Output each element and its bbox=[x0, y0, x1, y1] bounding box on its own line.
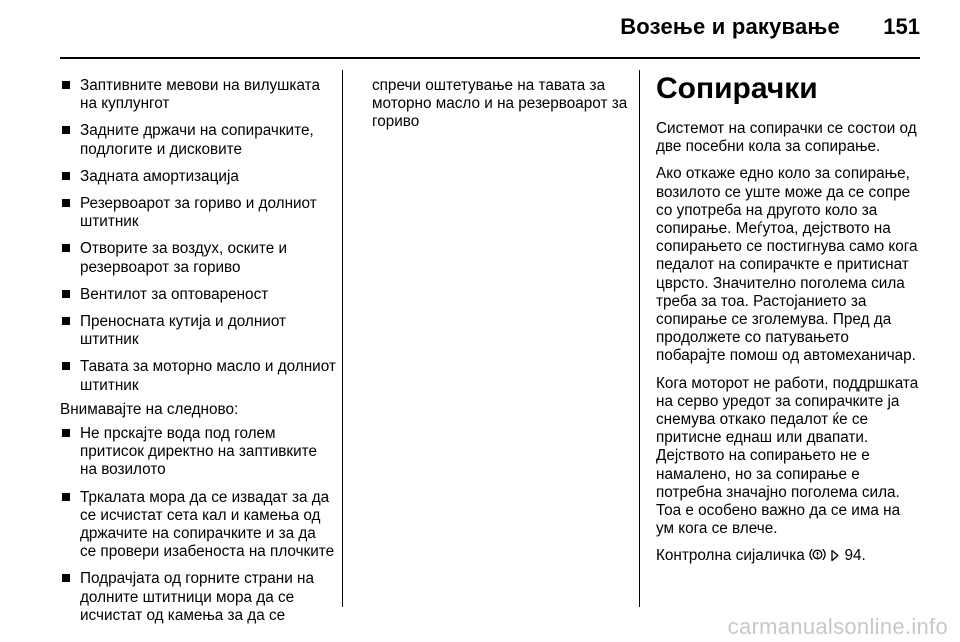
paragraph: Системот на сопирачки се состои од две посебни кола за сопирање. bbox=[656, 120, 917, 156]
bullet-icon bbox=[62, 172, 70, 180]
paragraph: Ако откаже едно коло за сопирање, возилото се уште може да се сопре со употреба на другото коло за сопирање. Меѓутоа, дејството на сопирањето се постигнува само кога педалот на сопирачкте е притиснат цврсто. Значително поголема сила треба за тоа. Растојанието за сопирање се зголемува. Пред да продолжете со патувањето побарајте помош од автомеханичар. bbox=[656, 165, 918, 365]
bullet-icon bbox=[62, 199, 70, 207]
note-intro: Внимавајте на следново: bbox=[60, 400, 239, 418]
bullet-icon bbox=[62, 244, 70, 252]
page-header bbox=[0, 14, 920, 54]
column-left bbox=[60, 77, 336, 634]
bullet-icon bbox=[62, 574, 70, 582]
section-heading: Сопирачки bbox=[656, 72, 818, 105]
bullet-icon bbox=[62, 362, 70, 370]
header-rule bbox=[60, 57, 920, 59]
reference-line bbox=[656, 547, 922, 567]
paragraph: Кога моторот не работи, поддршката на серво уредот за сопирачките ја снемува откако педалот ќе се притисне еднаш или двапати. Дејството на сопирањето не е намалено, но за сопирање е потребна значајно поголема сила. Тоа е особено важно да се има на ум кога се влече. bbox=[656, 374, 919, 538]
bullet-icon bbox=[62, 290, 70, 298]
list-item: Задната амортизација bbox=[60, 168, 336, 186]
list-item: Задните држачи на сопирачките, подлогите и дисковите bbox=[60, 122, 336, 158]
column-divider-1 bbox=[342, 70, 343, 607]
bullet-icon bbox=[62, 126, 70, 134]
list-item: Резервоарот за гориво и долниот штитник bbox=[60, 195, 336, 231]
list-item: Преносната кутија и долниот штитник bbox=[60, 313, 336, 349]
page-title: Возење и ракување bbox=[620, 14, 840, 39]
list-item: Тркалата мора да се извадат за да се исчистат сета кал и камења од држачите на сопирачките и за да се провери изабеноста на плочките bbox=[60, 489, 336, 562]
list-item: Подрачјата од горните страни на долните штитници мора да се исчистат од камења за да се bbox=[60, 570, 336, 625]
bullet-icon bbox=[62, 81, 70, 89]
bullet-icon bbox=[62, 429, 70, 437]
page-number: 151 bbox=[883, 14, 920, 39]
list-item: Вентилот за оптовареност bbox=[60, 286, 336, 304]
cleaning-list bbox=[60, 77, 336, 395]
caution-list bbox=[60, 425, 336, 625]
brake-warning-icon bbox=[809, 547, 826, 567]
list-item: Отворите за воздух, оските и резервоарот за гориво bbox=[60, 240, 336, 276]
page-reference-arrow-icon bbox=[830, 549, 840, 567]
bullet-icon bbox=[62, 317, 70, 325]
list-item: Тавата за моторно масло и долниот штитник bbox=[60, 358, 336, 394]
column-right bbox=[656, 72, 922, 577]
reference-label: Контролна сијаличка bbox=[656, 547, 805, 565]
continued-text: спречи оштетување на тавата за моторно масло и на резервоарот за гориво bbox=[372, 77, 628, 131]
bullet-icon bbox=[62, 493, 70, 501]
list-item: Не прскајте вода под голем притисок директно на заптивките на возилото bbox=[60, 425, 336, 480]
reference-page: 94. bbox=[844, 547, 866, 565]
watermark: carmanualsonline.info bbox=[727, 614, 948, 639]
column-divider-2 bbox=[639, 70, 640, 607]
column-middle bbox=[372, 77, 632, 141]
list-item: Заптивните мевови на вилушката на куплунгот bbox=[60, 77, 336, 113]
